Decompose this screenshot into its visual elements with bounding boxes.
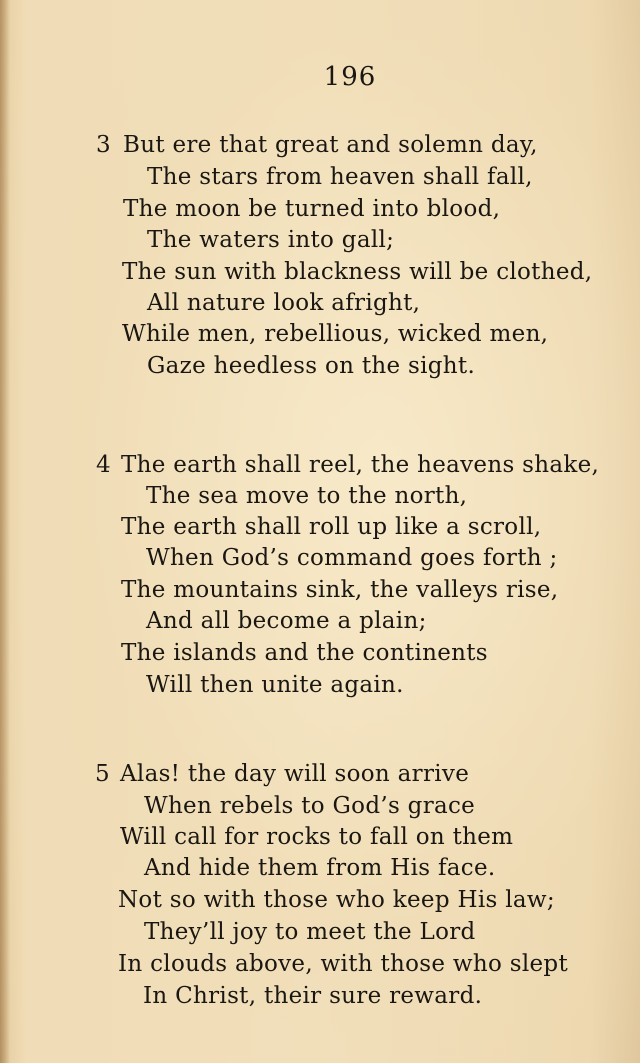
verse-line: The earth shall reel, the heavens shake,	[121, 452, 600, 478]
stanza-number: 5	[95, 761, 110, 787]
verse-line: The sun with blackness will be clothed,	[122, 259, 593, 285]
verse-line: While men, rebellious, wicked men,	[122, 321, 549, 347]
verse-line: The mountains sink, the valleys rise,	[121, 577, 559, 603]
verse-line: When rebels to God’s grace	[144, 793, 476, 819]
verse-line: In Christ, their sure reward.	[143, 983, 483, 1009]
verse-line: The waters into gall;	[147, 227, 395, 253]
verse-line: When God’s command goes forth ;	[146, 545, 558, 571]
verse-line: The sea move to the north,	[146, 483, 468, 509]
stanza-number: 3	[96, 132, 111, 158]
verse-line: Will then unite again.	[146, 672, 404, 698]
verse-line: Gaze heedless on the sight.	[147, 353, 476, 379]
verse-line: Alas! the day will soon arrive	[120, 761, 470, 787]
verse-line: But ere that great and solemn day,	[123, 132, 538, 158]
verse-line: They’ll joy to meet the Lord	[144, 919, 476, 945]
verse-line: The stars from heaven shall fall,	[147, 164, 533, 190]
verse-line: And all become a plain;	[146, 608, 427, 634]
page-number: 196	[323, 62, 377, 92]
verse-line: The islands and the continents	[121, 640, 488, 666]
verse-line: Not so with those who keep His law;	[118, 887, 555, 913]
stanza-number: 4	[96, 452, 111, 478]
verse-line: In clouds above, with those who slept	[118, 951, 568, 977]
verse-line: The earth shall roll up like a scroll,	[121, 514, 542, 540]
page-gutter-shadow	[0, 0, 10, 1063]
verse-line: The moon be turned into blood,	[123, 196, 501, 222]
verse-line: Will call for rocks to fall on them	[120, 824, 514, 850]
verse-line: All nature look afright,	[147, 290, 421, 316]
verse-line: And hide them from His face.	[144, 855, 496, 881]
